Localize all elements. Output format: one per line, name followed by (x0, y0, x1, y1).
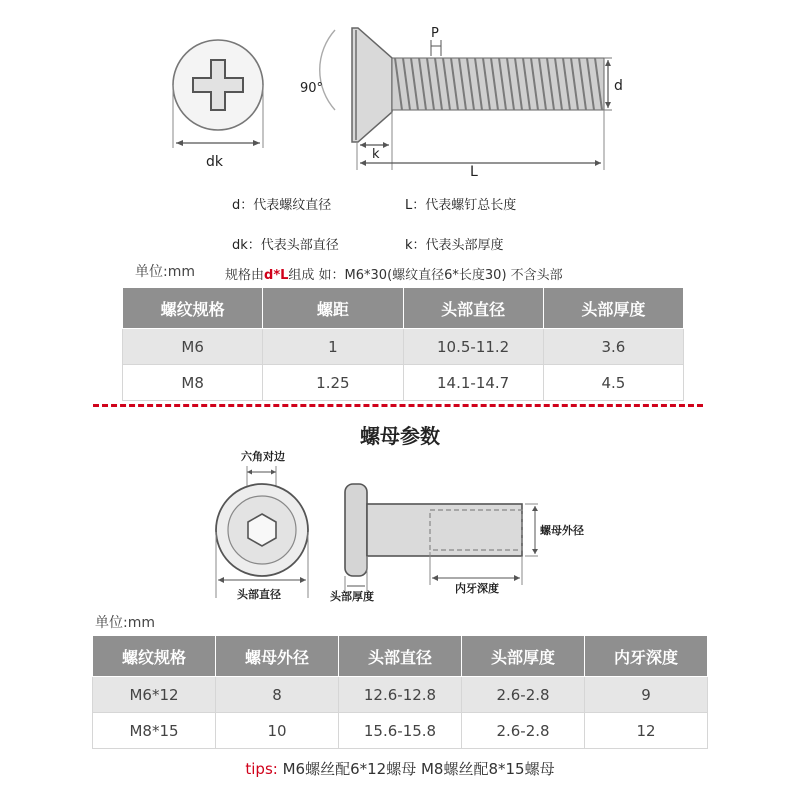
dk-label: dk (206, 154, 223, 170)
legend-dk: dk：代表头部直径 (232, 238, 339, 253)
table-cell: M8 (123, 365, 263, 401)
header-thread-spec: 螺纹规格 (93, 636, 216, 677)
header-nut-outer-diameter: 螺母外径 (216, 636, 339, 677)
nut-front-view (216, 449, 308, 601)
red-dashed-divider (93, 404, 703, 407)
screw-spec-table (122, 287, 684, 401)
table-row (93, 677, 708, 713)
tips-line (0, 758, 800, 779)
table-cell: 10.5-11.2 (403, 329, 543, 365)
spec-note-suffix: 组成 如：M6*30(螺纹直径6*长度30) 不含头部 (288, 268, 563, 283)
header-head-diameter: 头部直径 (403, 288, 543, 329)
table-cell: 2.6-2.8 (462, 713, 585, 749)
legend-k: k：代表头部厚度 (405, 238, 504, 253)
tips-label: tips: (245, 760, 278, 778)
table-cell: 2.6-2.8 (462, 677, 585, 713)
screw-side-view (300, 26, 623, 180)
table-cell: 1.25 (263, 365, 403, 401)
screw-head-top-view (173, 40, 263, 170)
hex-across-flats-label: 六角对边 (241, 450, 285, 463)
table-row (123, 365, 684, 401)
table-cell: 8 (216, 677, 339, 713)
table-header-row (93, 636, 708, 677)
header-head-thickness: 头部厚度 (543, 288, 683, 329)
table-cell: 9 (585, 677, 708, 713)
spec-note (225, 264, 563, 283)
table-cell: 12.6-12.8 (339, 677, 462, 713)
angle-label: 90° (300, 81, 324, 96)
nut-diagram (0, 440, 800, 610)
L-label: L (470, 164, 478, 180)
nut-section-title: 螺母参数 (360, 424, 440, 448)
table-cell: 14.1-14.7 (403, 365, 543, 401)
table-row (93, 713, 708, 749)
nut-outer-diameter-label: 螺母外径 (540, 524, 584, 537)
nut-head-thickness-label: 头部厚度 (330, 590, 374, 603)
k-label: k (372, 147, 380, 162)
table-cell: M6*12 (93, 677, 216, 713)
header-pitch: 螺距 (263, 288, 403, 329)
table-header-row (123, 288, 684, 329)
nut-table-unit: 单位:mm (95, 615, 155, 631)
screw-diagram (0, 0, 800, 185)
legend-L: L：代表螺钉总长度 (405, 198, 517, 213)
table-cell: 15.6-15.8 (339, 713, 462, 749)
header-thread-depth: 内牙深度 (585, 636, 708, 677)
table-cell: 10 (216, 713, 339, 749)
table-cell: 12 (585, 713, 708, 749)
nut-side-view (330, 484, 584, 603)
spec-note-highlight: d*L (264, 268, 289, 283)
tips-text: M6螺丝配6*12螺母 M8螺丝配8*15螺母 (277, 760, 555, 778)
nut-spec-table (92, 635, 708, 749)
header-head-thickness: 头部厚度 (462, 636, 585, 677)
table-cell: 1 (263, 329, 403, 365)
header-thread-spec: 螺纹规格 (123, 288, 263, 329)
header-head-diameter: 头部直径 (339, 636, 462, 677)
screw-table-unit: 单位:mm (135, 264, 195, 280)
legend-d: d：代表螺纹直径 (232, 198, 332, 213)
nut-head-diameter-label: 头部直径 (237, 588, 281, 601)
table-row (123, 329, 684, 365)
p-label: P (431, 26, 439, 41)
table-cell: M6 (123, 329, 263, 365)
table-cell: 4.5 (543, 365, 683, 401)
thread-depth-label: 内牙深度 (455, 582, 499, 595)
table-cell: M8*15 (93, 713, 216, 749)
spec-note-prefix: 规格由 (225, 268, 265, 283)
d-label: d (614, 78, 623, 94)
table-cell: 3.6 (543, 329, 683, 365)
